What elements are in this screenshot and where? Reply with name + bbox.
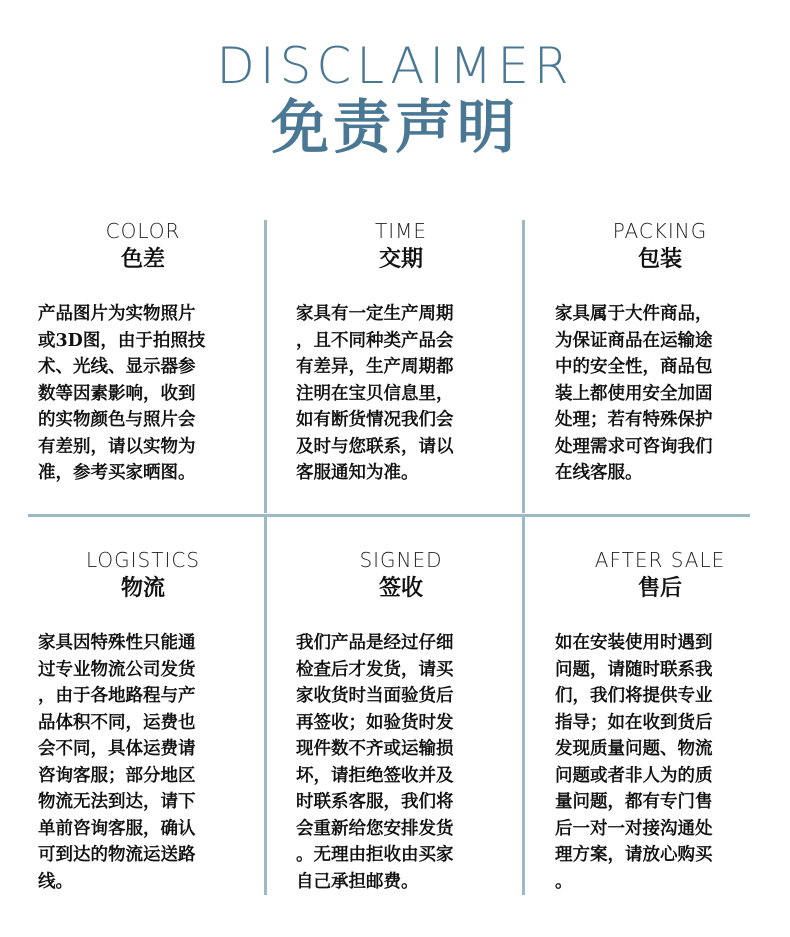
section-body: 我们产品是经过仔细 检查后才发货，请买 家收货时当面验货后 再签收；如验货时发 现件数不齐或运输损 坏，请拒绝签收并及 时联系客服，我们将 会重新给您安排发货 。无理由拒收由买家 自己承担邮费。 bbox=[296, 633, 454, 892]
divider-vertical-left-bottom bbox=[264, 517, 267, 895]
section-packing bbox=[555, 219, 765, 483]
section-time bbox=[296, 219, 506, 483]
section-heading-en: COLOR bbox=[105, 219, 181, 243]
section-heading-cn: 售后 bbox=[637, 575, 682, 601]
divider-vertical-right-top bbox=[522, 220, 525, 513]
title-chinese: 免责声明 bbox=[270, 93, 519, 161]
section-color bbox=[38, 219, 248, 483]
section-heading-en: PACKING bbox=[612, 219, 708, 243]
section-body: 产品图片为实物照片 或3D图，由于拍照技 术、光线、显示器参 数等因素影响，收到 的实物颜色与照片会 有差别，请以实物为 准，参考买家晒图。 bbox=[38, 304, 206, 483]
divider-vertical-right-bottom bbox=[522, 517, 525, 895]
section-heading-cn: 签收 bbox=[378, 575, 423, 601]
section-heading-cn: 交期 bbox=[378, 246, 423, 272]
section-heading-cn: 包装 bbox=[637, 246, 682, 272]
section-heading-en: LOGISTICS bbox=[85, 548, 201, 572]
section-signed bbox=[296, 548, 506, 892]
section-body: 家具有一定生产周期 ，且不同种类产品会 有差异，生产周期都 注明在宝贝信息里， 如有断货情况我们会 及时与您联系，请以 客服通知为准。 bbox=[296, 304, 454, 483]
section-heading-cn: 物流 bbox=[120, 575, 165, 601]
section-after-sale bbox=[555, 548, 765, 892]
section-heading-en: SIGNED bbox=[359, 548, 443, 572]
section-heading-en: TIME bbox=[374, 219, 427, 243]
divider-vertical-left-top bbox=[264, 220, 267, 513]
section-logistics bbox=[38, 548, 248, 892]
section-body: 如在安装使用时遇到 问题，请随时联系我 们，我们将提供专业 指导；如在收到货后 发现质量问题、物流 问题或者非人为的质 量问题，都有专门售 后一对一对接沟通处 理方案，请放心购买 。 bbox=[555, 633, 713, 892]
section-body: 家具属于大件商品， 为保证商品在运输途 中的安全性，商品包 装上都使用安全加固 处理；若有特殊保护 处理需求可咨询我们 在线客服。 bbox=[555, 304, 713, 483]
section-heading-en: AFTER SALE bbox=[594, 548, 726, 572]
section-heading-cn: 色差 bbox=[120, 246, 165, 272]
divider-horizontal bbox=[28, 514, 750, 517]
title-english: DISCLAIMER bbox=[216, 37, 574, 95]
section-body: 家具因特殊性只能通 过专业物流公司发货 ，由于各地路程与产 品体积不同，运费也 会不同，具体运费请 咨询客服；部分地区 物流无法到达，请下 单前咨询客服，确认 可到达的物流运送路 线。 bbox=[38, 633, 196, 892]
